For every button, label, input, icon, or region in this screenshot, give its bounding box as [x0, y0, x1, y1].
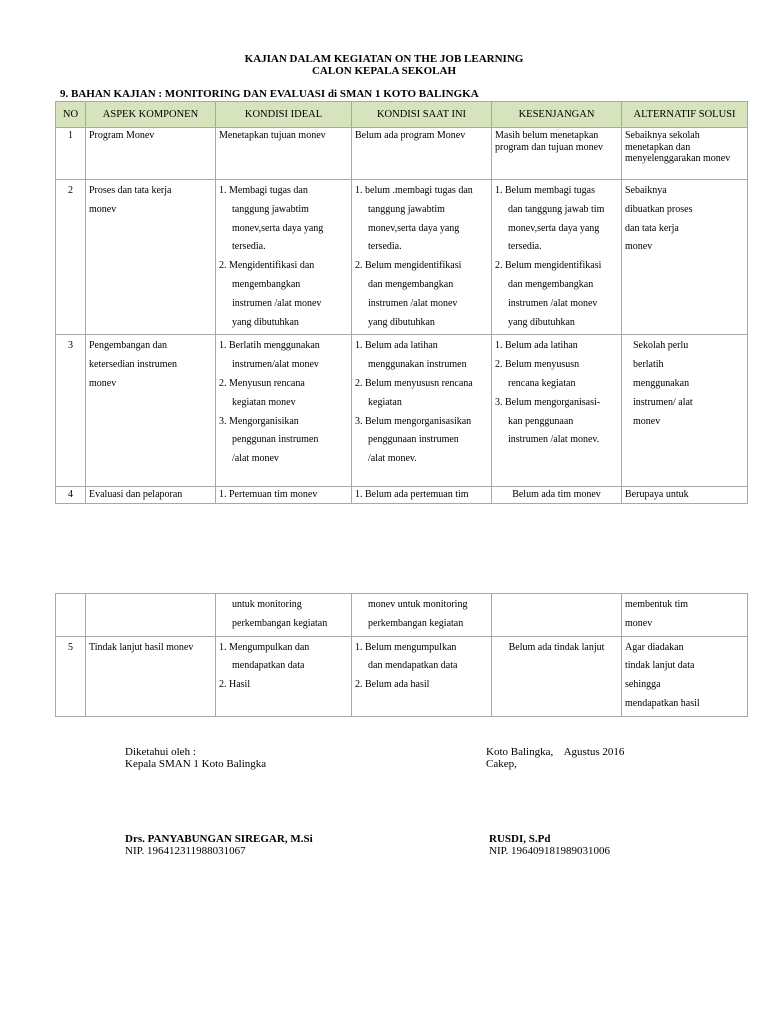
table-row: [56, 487, 748, 504]
cell-line: berlatih: [633, 359, 664, 371]
cell-line: 1. Mengumpulkan dan: [219, 641, 310, 653]
cell-line: penggunaan instrumen: [368, 434, 459, 446]
cell-line: kegiatan monev: [232, 396, 296, 408]
cell-line: menggunakan: [633, 377, 690, 389]
cell-line: tanggung jawabtim: [368, 203, 445, 215]
cell-line: instrumen/ alat: [633, 396, 693, 408]
cell-alternatif-solusi: [622, 636, 748, 716]
document-title: KAJIAN DALAM KEGIATAN ON THE JOB LEARNING: [244, 53, 524, 65]
table-row: [56, 180, 748, 335]
table-row: [56, 335, 748, 487]
kajian-table-continued: [55, 593, 748, 717]
known-by-label: Diketahui oleh :: [125, 746, 196, 758]
cell-line: 2. Belum menyususn rencana: [355, 377, 473, 389]
principal-title: Kepala SMAN 1 Koto Balingka: [125, 758, 267, 770]
row-number: [56, 594, 86, 637]
cell-line: 2. Belum mengidentifikasi: [355, 260, 462, 272]
cell-line: 3. Belum mengorganisasi-: [495, 396, 601, 408]
cell-line: 2. Belum ada hasil: [355, 679, 430, 691]
cell-line: tanggung jawabtim: [232, 203, 309, 215]
cell-alternatif-solusi: Berupaya untuk: [622, 487, 748, 504]
cell-kondisi-ideal: [216, 180, 352, 335]
cell-aspek: [86, 594, 216, 637]
cell-line: menggunakan instrumen: [368, 359, 467, 371]
cell-kondisi-ideal: Menetapkan tujuan monev: [216, 128, 352, 180]
cell-kondisi-saat-ini: [352, 180, 492, 335]
cell-line: monev: [625, 241, 653, 253]
cell-line: Sebaiknya: [625, 185, 667, 196]
signature-left: [125, 746, 313, 857]
cell-line: perkembangan kegiatan: [232, 617, 328, 629]
cell-line: yang dibutuhkan: [508, 316, 575, 328]
cell-line: 1. Berlatih menggunakan: [219, 340, 320, 352]
cell-line: Agar diadakan: [625, 641, 684, 653]
cell-alternatif-solusi: [622, 594, 748, 637]
cell-aspek: Program Monev: [86, 128, 216, 180]
section-heading: 9. BAHAN KAJIAN : MONITORING DAN EVALUASI di SMAN 1 KOTO BALINGKA: [60, 88, 479, 100]
candidate-title: Cakep,: [486, 758, 517, 770]
cell-line: 2. Menyusun rencana: [219, 377, 305, 389]
cell-line: 1. Belum ada latihan: [355, 340, 438, 352]
principal-name: Drs. PANYABUNGAN SIREGAR, M.Si: [125, 833, 313, 845]
cell-line: 2. Belum mengidentifikasi: [495, 260, 602, 272]
cell-line: monev,serta daya yang: [508, 222, 600, 234]
cell-line: monev: [625, 617, 653, 629]
cell-line: 3. Belum mengorganisasikan: [355, 415, 472, 427]
cell-line: tindak lanjut data: [625, 660, 695, 672]
cell-kesenjangan: [492, 180, 622, 335]
signature-right: [486, 746, 624, 857]
cell-line: 2. Mengidentifikasi dan: [219, 260, 315, 272]
cell-alternatif-solusi: [622, 335, 748, 487]
cell-line: mendapatkan hasil: [625, 697, 700, 709]
cell-line: /alat monev.: [368, 453, 417, 465]
cell-line: yang dibutuhkan: [232, 316, 299, 328]
header-kondisi-saat-ini: KONDISI SAAT INI: [352, 102, 492, 128]
cell-kesenjangan: Belum ada tim monev: [492, 487, 622, 504]
cell-line: rencana kegiatan: [508, 377, 576, 389]
cell-kondisi-saat-ini: [352, 636, 492, 716]
cell-line: perkembangan kegiatan: [368, 617, 464, 629]
cell-aspek: Evaluasi dan pelaporan: [86, 487, 216, 504]
cell-line: instrumen /alat monev: [232, 297, 322, 309]
cell-line: instrumen /alat monev: [508, 297, 598, 309]
kajian-table: [55, 101, 748, 504]
cell-line: kegiatan: [368, 396, 402, 408]
cell-line: mengembangkan: [232, 278, 301, 290]
cell-line: yang dibutuhkan: [368, 316, 435, 328]
cell-line: Proses dan tata kerja: [89, 185, 172, 196]
cell-kesenjangan: Belum ada tindak lanjut: [492, 636, 622, 716]
cell-line: 2. Hasil: [219, 679, 251, 691]
cell-line: 1. belum .membagi tugas dan: [355, 185, 473, 196]
cell-kesenjangan: [492, 335, 622, 487]
cell-line: membentuk tim: [625, 599, 689, 610]
cell-aspek: Tindak lanjut hasil monev: [86, 636, 216, 716]
cell-line: monev: [633, 415, 661, 427]
header-kesenjangan: KESENJANGAN: [492, 102, 622, 128]
row-number: 3: [56, 335, 86, 487]
cell-alternatif-solusi: [622, 180, 748, 335]
cell-kondisi-saat-ini: 1. Belum ada pertemuan tim: [352, 487, 492, 504]
cell-line: /alat monev: [232, 453, 279, 465]
cell-kondisi-ideal: [216, 594, 352, 637]
cell-line: mendapatkan data: [232, 660, 305, 672]
cell-line: dan mendapatkan data: [368, 660, 458, 672]
cell-line: 1. Belum membagi tugas: [495, 185, 595, 196]
cell-aspek: [86, 335, 216, 487]
row-number: 2: [56, 180, 86, 335]
cell-line: instrumen /alat monev: [368, 297, 458, 309]
cell-line: dibuatkan proses: [625, 203, 693, 215]
cell-line: 1. Belum mengumpulkan: [355, 641, 457, 653]
place-date: Koto Balingka, Agustus 2016: [486, 746, 625, 758]
table-row: [56, 594, 748, 637]
cell-kesenjangan: [492, 594, 622, 637]
cell-line: Pengembangan dan: [89, 340, 168, 352]
cell-line: monev,serta daya yang: [368, 222, 460, 234]
table-header-row: [56, 102, 748, 128]
cell-line: monev,serta daya yang: [232, 222, 324, 234]
cell-line: monev: [89, 377, 117, 389]
row-number: 4: [56, 487, 86, 504]
table-row: [56, 636, 748, 716]
cell-line: dan tanggung jawab tim: [508, 203, 605, 215]
candidate-nip: NIP. 196409181989031006: [489, 845, 611, 857]
cell-line: dan mengembangkan: [368, 278, 454, 290]
table-row: [56, 128, 748, 180]
cell-line: instrumen /alat monev.: [508, 434, 600, 446]
cell-line: monev untuk monitoring: [368, 599, 468, 610]
candidate-name: RUSDI, S.Pd: [489, 833, 551, 845]
cell-line: tersedia.: [508, 241, 542, 253]
cell-aspek: [86, 180, 216, 335]
cell-line: dan tata kerja: [625, 222, 679, 234]
cell-line: sehingga: [625, 679, 661, 691]
cell-line: ketersedian instrumen: [89, 359, 178, 371]
cell-kondisi-ideal: [216, 335, 352, 487]
cell-line: kan penggunaan: [508, 415, 574, 427]
header-no: NO: [56, 102, 86, 128]
header-aspek: ASPEK KOMPONEN: [86, 102, 216, 128]
row-number: 5: [56, 636, 86, 716]
cell-line: penggunan instrumen: [232, 434, 319, 446]
cell-line: 2. Belum menyususn: [495, 359, 580, 371]
cell-kondisi-saat-ini: [352, 594, 492, 637]
cell-kesenjangan: Masih belum menetapkan program dan tujuan monev: [492, 128, 622, 180]
header-alternatif-solusi: ALTERNATIF SOLUSI: [622, 102, 748, 128]
cell-line: monev: [89, 203, 117, 215]
document-subtitle: CALON KEPALA SEKOLAH: [311, 65, 457, 77]
cell-line: dan mengembangkan: [508, 278, 594, 290]
cell-alternatif-solusi: Sebaiknya sekolah menetapkan dan menyelenggarakan monev: [622, 128, 748, 180]
cell-line: Sekolah perlu: [633, 340, 689, 352]
cell-line: 1. Belum ada latihan: [495, 340, 578, 352]
cell-line: instrumen/alat monev: [232, 359, 319, 371]
cell-line: tersedia.: [232, 241, 266, 253]
cell-line: tersedia.: [368, 241, 402, 253]
principal-nip: NIP. 196412311988031067: [125, 845, 246, 857]
cell-line: 3. Mengorganisikan: [219, 415, 299, 427]
cell-kondisi-ideal: 1. Pertemuan tim monev: [216, 487, 352, 504]
cell-kondisi-ideal: [216, 636, 352, 716]
cell-kondisi-saat-ini: Belum ada program Monev: [352, 128, 492, 180]
cell-line: untuk monitoring: [232, 599, 302, 610]
header-kondisi-ideal: KONDISI IDEAL: [216, 102, 352, 128]
row-number: 1: [56, 128, 86, 180]
cell-kondisi-saat-ini: [352, 335, 492, 487]
cell-line: 1. Membagi tugas dan: [219, 185, 308, 196]
